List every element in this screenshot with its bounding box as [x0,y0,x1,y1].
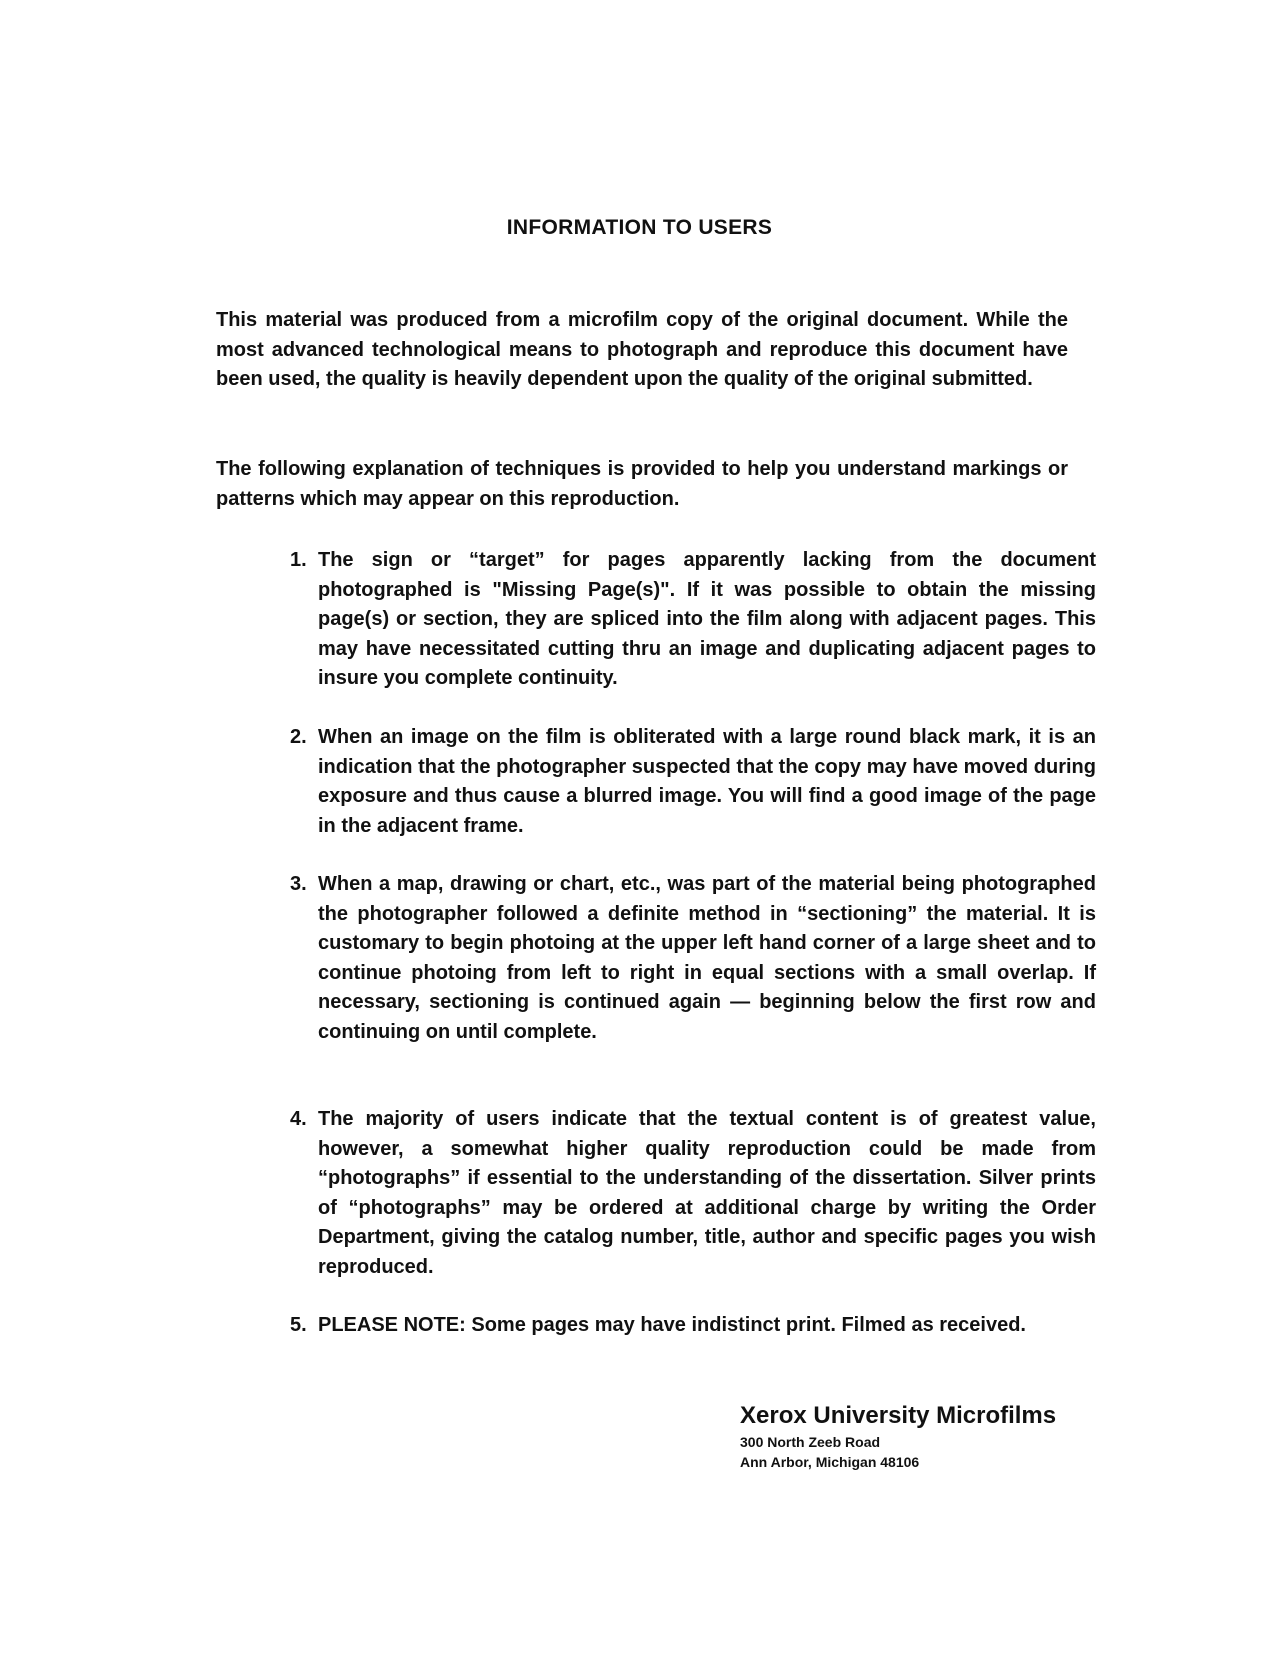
list-item-text: When an image on the film is obliterated with a large round black mark, it is an indication that the photographer suspected that the copy may have moved during exposure and thus cause a blurred image. You will find a good image of the page in the adjacent frame. [318,726,1096,837]
publisher-address-line-2: Ann Arbor, Michigan 48106 [740,1454,920,1470]
publisher-name: Xerox University Microfilms [740,1402,1057,1429]
list-item-text: PLEASE NOTE: Some pages may have indistinct print. Filmed as received. [318,1314,1026,1336]
list-item [290,723,1096,841]
intro-paragraph-1: This material was produced from a microfilm copy of the original document. While the most advanced technological means to photograph and reproduce this document have been used, the quality is heavily dependent upon the quality of the original submitted. [216,309,1068,390]
list-item [290,1105,1096,1282]
publisher-address-line-1: 300 North Zeeb Road [740,1434,881,1450]
list-item-text: The sign or “target” for pages apparently lacking from the document photographed is "Missing Page(s)". If it was possible to obtain the missing page(s) or section, they are spliced into the film along with adjacent pages. This may have necessitated cutting thru an image and duplicating adjacent pages to insure you complete continuity. [318,549,1096,689]
list-item-text: The majority of users indicate that the textual content is of greatest value, however, a somewhat higher quality reproduction could be made from “photographs” if essential to the understanding of the dissertation. Silver prints of “photographs” may be ordered at additional charge by writing the Order Department, giving the catalog number, title, author and specific pages you wish reproduced. [318,1108,1096,1278]
list-item [290,1311,1096,1341]
page-title: INFORMATION TO USERS [506,216,773,239]
list-item-number: 4. [290,1108,307,1130]
publisher-block [740,1400,1080,1472]
list-item [290,546,1096,694]
list-item-number: 5. [290,1314,307,1336]
list-item-number: 1. [290,549,307,571]
list-item-number: 2. [290,726,307,748]
list-item-number: 3. [290,873,307,895]
list-item-text: When a map, drawing or chart, etc., was part of the material being photographed the photographer followed a definite method in “sectioning” the material. It is customary to begin photoing at the upper left hand corner of a large sheet and to continue photoing from left to right in equal sections with a small overlap. If necessary, sectioning is continued again — beginning below the first row and continuing on until complete. [318,873,1096,1043]
intro-paragraph-2: The following explanation of techniques is provided to help you understand markings or patterns which may appear on this reproduction. [216,458,1068,510]
list-item [290,870,1096,1047]
